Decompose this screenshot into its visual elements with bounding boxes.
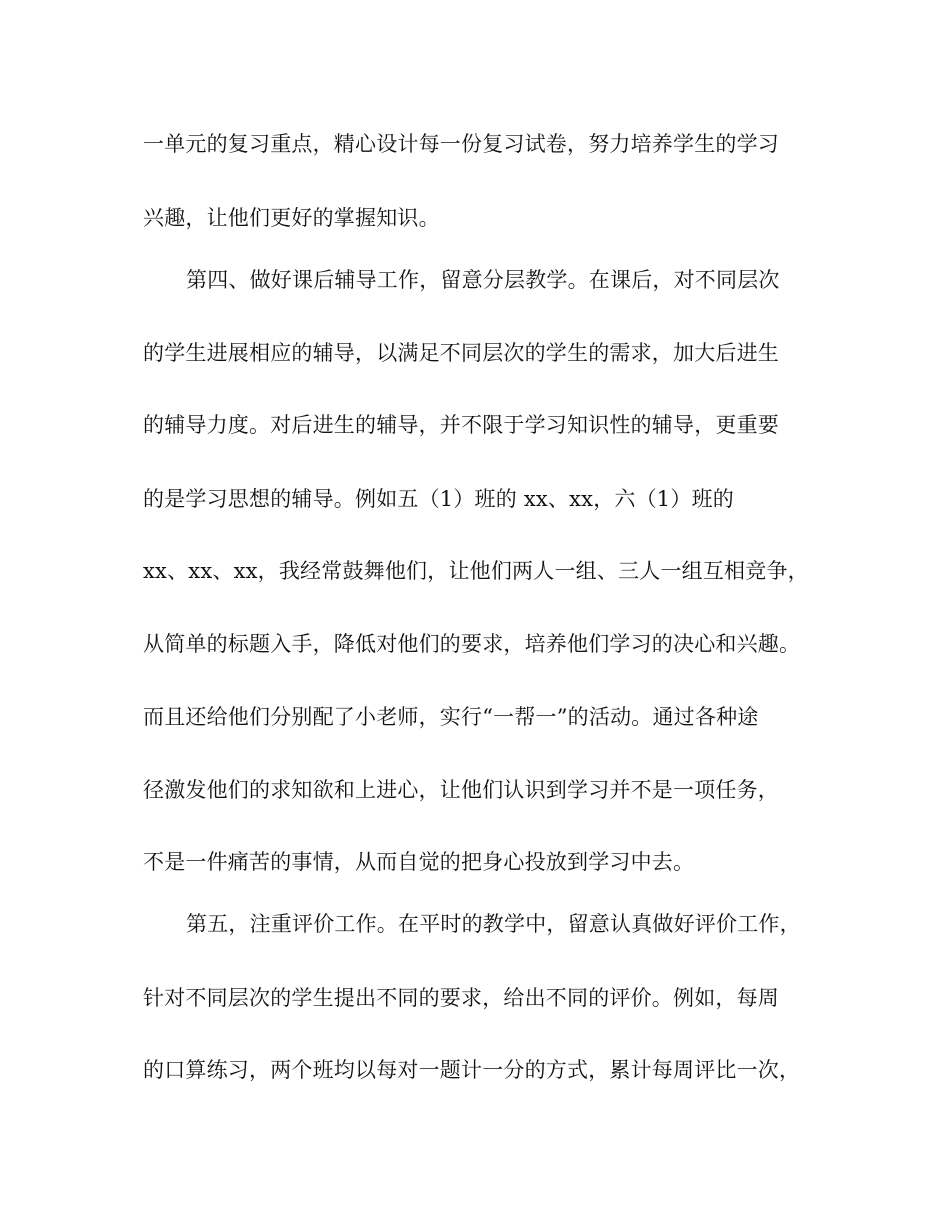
text-line-1: 一单元的复习重点，精心设计每一份复习试卷，努力培养学生的学习: [143, 132, 779, 156]
text-line-13: 针对不同层次的学生提出不同的要求，给出不同的评价。例如，每周: [143, 986, 779, 1010]
text-line-10: 径激发他们的求知欲和上进心，让他们认识到学习并不是一项任务，: [143, 778, 779, 802]
paragraph-4-start: 第四、做好课后辅导工作，留意分层教学。在课后，对不同层次: [186, 268, 780, 292]
text-line-6: 的是学习思想的辅导。例如五（1）班的 xx、xx，六（1）班的: [143, 487, 734, 511]
paragraph-5-start: 第五，注重评价工作。在平时的教学中，留意认真做好评价工作，: [186, 912, 801, 936]
text-line-5: 的辅导力度。对后进生的辅导，并不限于学习知识性的辅导，更重要: [143, 413, 779, 437]
text-line-7: xx、xx、xx，我经常鼓舞他们，让他们两人一组、三人一组互相竞争，: [143, 559, 809, 583]
text-line-14: 的口算练习，两个班均以每对一题计一分的方式，累计每周评比一次，: [143, 1058, 801, 1082]
text-line-4: 的学生进展相应的辅导，以满足不同层次的学生的需求，加大后进生: [143, 341, 779, 365]
text-line-2: 兴趣，让他们更好的掌握知识。: [143, 206, 440, 230]
text-line-8: 从简单的标题入手，降低对他们的要求，培养他们学习的决心和兴趣。: [143, 632, 801, 656]
text-line-11: 不是一件痛苦的事情，从而自觉的把身心投放到学习中去。: [143, 850, 695, 874]
text-line-9: 而且还给他们分别配了小老师，实行“一帮一”的活动。通过各种途: [143, 705, 759, 729]
